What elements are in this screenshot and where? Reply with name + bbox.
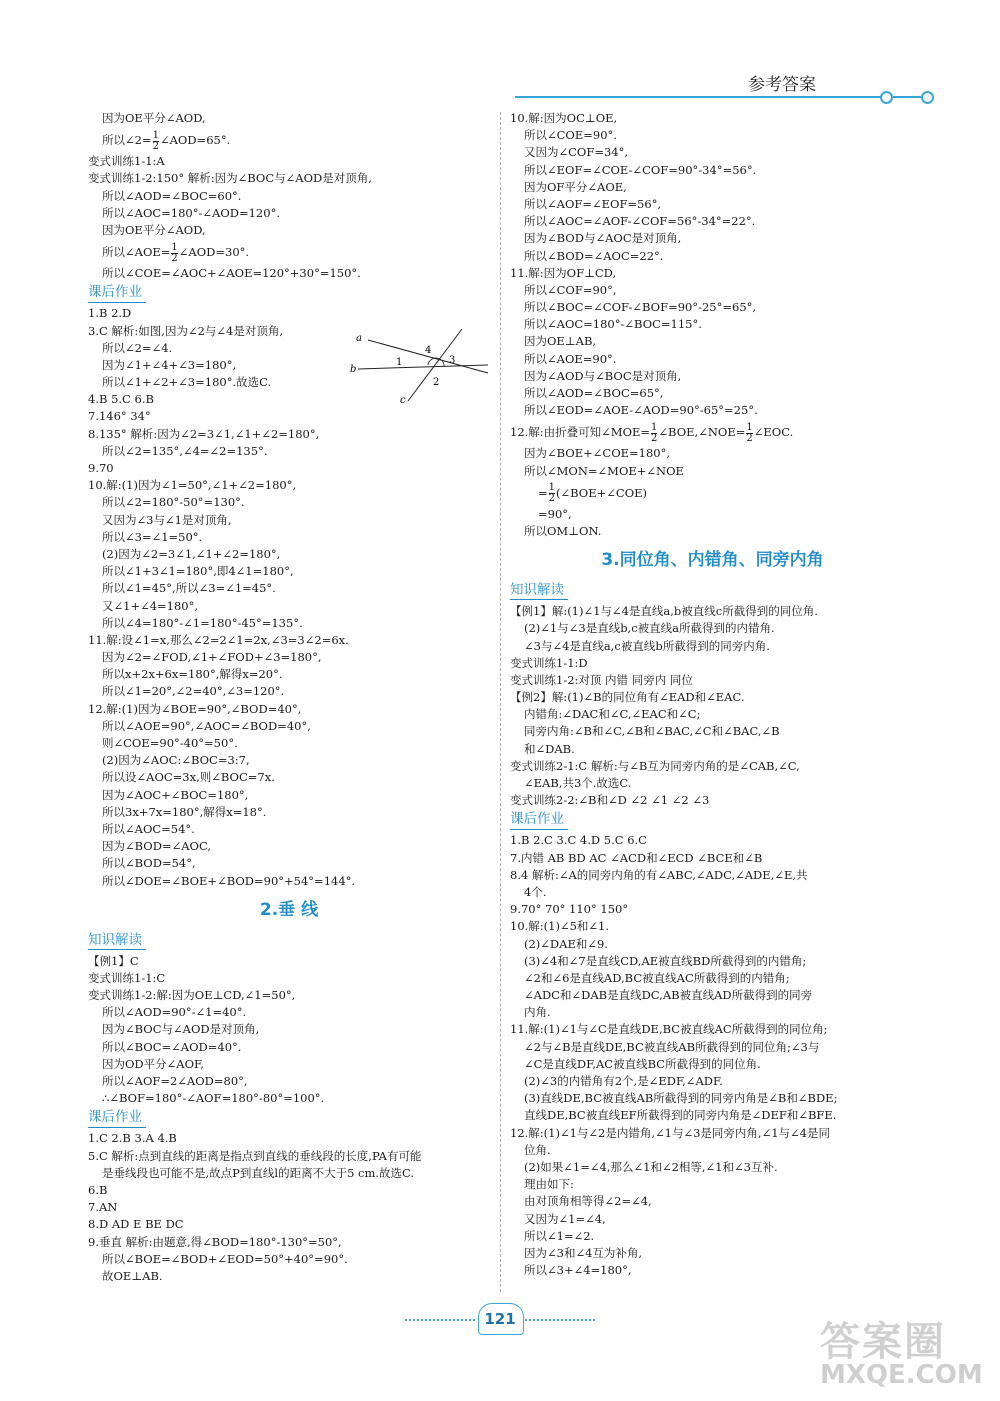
line-text: 所以3x+7x=180°,解得x=18°. <box>102 804 267 819</box>
section-heading-text: 课后作业 <box>510 811 568 829</box>
answer-line <box>88 110 490 127</box>
answer-line <box>510 506 915 523</box>
answer-line <box>510 1193 915 1210</box>
figure-label-c: c <box>400 395 406 405</box>
answer-line <box>510 1090 915 1107</box>
answer-line <box>88 1182 490 1199</box>
fraction-numerator: 1 <box>746 421 753 433</box>
answer-line <box>510 1107 915 1124</box>
answer-line <box>510 230 915 247</box>
right-column <box>510 110 915 1279</box>
line-text: 因为OE平分∠AOD, <box>102 222 206 237</box>
line-text: 所以∠AOD=∠BOC=60°. <box>102 188 242 203</box>
answer-line <box>510 385 915 402</box>
answer-line <box>88 305 490 322</box>
answer-line <box>510 758 915 775</box>
answer-line <box>88 649 490 666</box>
line-text: 所以设∠AOC=3x,则∠BOC=7x. <box>102 770 275 785</box>
column-divider <box>500 112 501 1292</box>
line-text-after: (∠BOE+∠COE) <box>556 485 648 500</box>
fraction <box>746 423 752 444</box>
answer-line <box>88 153 490 170</box>
answer-line <box>88 787 490 804</box>
line-text: 所以∠AOE=90°,∠AOC=∠BOD=40°, <box>102 718 311 733</box>
line-text: 9.70° 70° 110° 150° <box>510 902 629 917</box>
line-text: 【例1】C <box>88 953 139 968</box>
line-text: 所以∠COF=90°, <box>524 282 617 297</box>
line-text: 因为∠BOE+∠COE=180°, <box>524 446 671 461</box>
line-text: 所以∠1=∠2. <box>524 1228 595 1243</box>
line-text: 7.146° 34° <box>88 409 151 424</box>
answer-line <box>88 632 490 649</box>
line-text: 理由如下: <box>524 1177 574 1192</box>
line-text: 变式训练2-1:C 解析:与∠B互为同旁内角的是∠CAB,∠C, <box>510 758 800 773</box>
figure-line-b <box>358 365 488 369</box>
answer-line <box>88 735 490 752</box>
answer-line <box>510 282 915 299</box>
answer-line <box>510 265 915 282</box>
answer-line <box>510 351 915 368</box>
answer-line <box>88 1234 490 1251</box>
line-text: 变式训练1-1:A <box>88 154 165 169</box>
figure-angle-arc <box>428 358 444 367</box>
figure-label-3: 3 <box>449 355 456 366</box>
answer-line <box>88 127 490 153</box>
line-text: 变式训练1-2:150° 解析:因为∠BOC与∠AOD是对顶角, <box>88 171 372 186</box>
fraction-numerator: 1 <box>651 421 658 433</box>
answer-line <box>510 1176 915 1193</box>
fraction-denominator: 2 <box>171 252 178 264</box>
left-column <box>88 110 490 1285</box>
answer-line <box>510 1211 915 1228</box>
answer-line <box>88 718 490 735</box>
answer-line <box>88 873 490 890</box>
answer-line <box>88 222 490 239</box>
line-text: (2)如果∠1=∠4,那么∠1和∠2相等,∠1和∠3互补. <box>524 1159 778 1174</box>
page-number: 121 <box>484 1310 516 1328</box>
line-text: = <box>538 485 548 500</box>
line-text: 8.135° 解析:因为∠2=3∠1,∠1+∠2=180°, <box>88 426 320 441</box>
answer-line <box>88 666 490 683</box>
line-text: 因为∠1+∠4+∠3=180°, <box>102 357 237 372</box>
line-text: 9.垂直 解析:由题意,得∠BOD=180°-130°=50°, <box>88 1234 342 1249</box>
answer-line <box>510 445 915 462</box>
header-title: 参考答案 <box>748 75 816 95</box>
line-text: 3.C 解析:如图,因为∠2与∠4是对顶角, <box>88 323 284 338</box>
line-text: (2)∠3的内错角有2个,是∠EDF,∠ADF. <box>524 1074 723 1088</box>
answer-line <box>88 769 490 786</box>
figure-label-4: 4 <box>425 345 432 356</box>
page-number-dots-right <box>525 1319 595 1321</box>
line-text: 因为∠AOC+∠BOC=180°, <box>102 787 249 802</box>
fraction <box>153 131 159 152</box>
line-text: 所以∠AOC=∠AOF-∠COF=56°-34°=22°. <box>524 214 756 229</box>
answer-line <box>510 213 915 230</box>
figure-label-1: 1 <box>396 357 403 368</box>
answer-line <box>88 953 490 970</box>
line-text: ∴∠BOF=180°-∠AOF=180°-80°=100°. <box>102 1091 325 1106</box>
line-text: 所以∠AOE=90°. <box>524 351 617 366</box>
line-text: 又∠1+∠4=180°, <box>102 598 199 613</box>
section-heading <box>510 582 915 601</box>
line-text: ∠C是直线DF,AC被直线BC所截得到的同位角. <box>524 1056 761 1071</box>
answer-line <box>88 408 490 425</box>
line-text: ∠2与∠B是直线DE,BC被直线AB所截得到的同位角;∠3与 <box>524 1039 820 1054</box>
answer-line <box>88 265 490 282</box>
line-text: 内角. <box>524 1005 551 1020</box>
line-text: 所以∠AOF=∠EOF=56°, <box>524 196 662 211</box>
line-text: 12.解:由折叠可知∠MOE= <box>510 425 651 440</box>
fraction <box>651 423 657 444</box>
line-text: 5.C 解析:点到直线的距离是指点到直线的垂线段的长度,PA有可能 <box>88 1148 422 1163</box>
answer-line <box>510 1039 915 1056</box>
line-text: ∠2和∠6是直线AD,BC被直线AC所截得到的内错角; <box>524 970 790 985</box>
section-heading-text: 知识解读 <box>88 932 146 950</box>
line-text: 因为∠2=∠FOD,∠1+∠FOD+∠3=180°, <box>102 650 322 665</box>
line-text: (2)因为∠2=3∠1,∠1+∠2=180°, <box>102 546 281 561</box>
answer-line <box>88 188 490 205</box>
line-text: 因为OF平分∠AOE, <box>524 179 627 194</box>
line-text: 10.解:(1)∠5和∠1. <box>510 919 610 934</box>
line-text: 又因为∠COF=34°, <box>524 145 629 160</box>
answer-line <box>510 1021 915 1038</box>
answer-line <box>510 792 915 809</box>
line-text: 所以∠AOC=180°-∠BOC=115°. <box>524 317 702 332</box>
line-text-after: ∠BOE,∠NOE= <box>658 425 746 440</box>
answer-line <box>510 316 915 333</box>
line-text: 所以∠4=180°-∠1=180°-45°=135°. <box>102 615 303 630</box>
answer-line <box>88 615 490 632</box>
line-text: 12.解:(1)因为∠BOE=90°,∠BOD=40°, <box>88 701 302 716</box>
line-text: 位角. <box>524 1142 551 1157</box>
answer-line <box>510 620 915 637</box>
line-text: 因为∠BOC与∠AOD是对顶角, <box>102 1022 260 1037</box>
line-text: 所以∠AOF=2∠AOD=80°, <box>102 1074 248 1088</box>
fraction-denominator: 2 <box>548 493 556 505</box>
answer-line <box>510 850 915 867</box>
header-dot-1 <box>880 91 893 104</box>
line-text: 因为∠BOD与∠AOC是对顶角, <box>524 231 682 246</box>
answer-line <box>510 741 915 758</box>
fraction-denominator: 2 <box>651 432 658 444</box>
answer-line <box>510 1262 915 1279</box>
line-text: 1.B 2.D <box>88 306 132 321</box>
line-text: 所以∠AOD=90°-∠1=40°. <box>102 1005 247 1020</box>
answer-line <box>88 580 490 597</box>
line-text: 因为∠AOD与∠BOC是对顶角, <box>524 368 682 383</box>
answer-line <box>88 1216 490 1233</box>
answer-line <box>510 1142 915 1159</box>
line-text: 10.解:(1)因为∠1=50°,∠1+∠2=180°, <box>88 478 297 493</box>
line-text: 4.B 5.C 6.B <box>88 392 154 407</box>
line-text: 12.解:(1)∠1与∠2是内错角,∠1与∠3是同旁内角,∠1与∠4是同 <box>510 1125 830 1140</box>
line-text: 变式训练2-2:∠B和∠D ∠2 ∠1 ∠2 ∠3 <box>510 793 710 808</box>
answer-line <box>88 563 490 580</box>
line-text: 所以∠EOF=∠COE-∠COF=90°-34°=56°. <box>524 162 757 177</box>
line-text: 所以∠2=135°,∠4=∠2=135°. <box>102 443 268 458</box>
line-text: 所以∠AOE= <box>102 245 171 260</box>
answer-line <box>510 655 915 672</box>
answer-line <box>510 936 915 953</box>
line-text: 变式训练1-1:D <box>510 655 588 670</box>
section-heading <box>88 284 490 303</box>
answer-line <box>510 603 915 620</box>
line-text: 因为OE平分∠AOD, <box>102 111 206 125</box>
line-text: 11.解:因为OF⊥CD, <box>510 265 617 280</box>
section-heading-text: 知识解读 <box>510 582 568 600</box>
line-text: ∠ADC和∠DAB是直线DC,AB被直线AD所截得到的同旁 <box>524 988 813 1003</box>
answer-line <box>88 546 490 563</box>
answer-line <box>88 477 490 494</box>
line-text: 11.解:(1)∠1与∠C是直线DE,BC被直线AC所截得到的同位角; <box>510 1022 828 1037</box>
header-rule-tail <box>893 96 921 98</box>
line-text: 4个. <box>524 884 547 899</box>
answer-line <box>510 867 915 884</box>
answer-line <box>88 701 490 718</box>
chapter-title: 3.同位角、内错角、同旁内角 <box>601 550 824 571</box>
answer-line <box>88 838 490 855</box>
line-text: 所以∠BOD=54°, <box>102 856 196 871</box>
angle-figure <box>350 325 490 405</box>
line-text: 变式训练1-2:解:因为OE⊥CD,∠1=50°, <box>88 988 296 1003</box>
line-text: 内错角:∠DAC和∠C,∠EAC和∠C; <box>524 707 701 722</box>
line-text: 所以∠1=20°,∠2=40°,∠3=120°. <box>102 684 285 699</box>
line-text: 因为∠BOD=∠AOC, <box>102 839 211 854</box>
answer-line <box>510 970 915 987</box>
line-text: 11.解:设∠1=x,那么∠2=2∠1=2x,∠3=3∠2=6x. <box>88 632 349 647</box>
fraction-denominator: 2 <box>746 432 753 444</box>
line-text: 因为OD平分∠AOF, <box>102 1056 204 1071</box>
section-heading <box>88 932 490 951</box>
answer-line <box>510 402 915 419</box>
line-text: 9.70 <box>88 461 114 475</box>
line-text: 10.解:因为OC⊥OE, <box>510 111 618 125</box>
answer-line <box>88 1148 490 1165</box>
answer-line <box>88 205 490 222</box>
answer-line <box>510 689 915 706</box>
answer-line <box>510 523 915 540</box>
line-text: 7.内错 AB BD AC ∠ACD和∠ECD ∠BCE和∠B <box>510 850 763 865</box>
line-text: 8.D AD E BE DC <box>88 1217 184 1232</box>
answer-line <box>88 598 490 615</box>
answer-line <box>510 1245 915 1262</box>
line-text: 所以OM⊥ON. <box>524 523 602 538</box>
answer-line <box>510 333 915 350</box>
line-text: 所以∠AOD=∠BOC=65°, <box>524 386 664 400</box>
answer-line <box>510 638 915 655</box>
fraction <box>549 483 555 504</box>
answer-line <box>88 987 490 1004</box>
answer-line <box>510 299 915 316</box>
line-text: 所以∠MON=∠MOE+∠NOE <box>524 463 684 478</box>
line-text: 所以∠1=45°,所以∠3=∠1=45°. <box>102 581 276 596</box>
section-heading-text: 课后作业 <box>88 284 146 302</box>
section-heading <box>88 1109 490 1128</box>
answer-line <box>88 1090 490 1107</box>
line-text: 又因为∠3与∠1是对顶角, <box>102 512 232 527</box>
answer-line <box>88 683 490 700</box>
line-text-after: ∠EOC. <box>753 425 794 440</box>
answer-line <box>510 918 915 935</box>
answer-line <box>88 529 490 546</box>
figure-label-a: a <box>356 333 362 344</box>
answer-line <box>88 443 490 460</box>
answer-line <box>88 1268 490 1285</box>
answer-line <box>88 752 490 769</box>
watermark-url: MXQE.COM <box>820 1360 983 1390</box>
line-text: 1.C 2.B 3.A 4.B <box>88 1131 177 1146</box>
answer-line <box>88 170 490 187</box>
answer-line <box>88 970 490 987</box>
answer-line <box>510 953 915 970</box>
line-text: 所以∠3+∠4=180°, <box>524 1263 632 1278</box>
line-text: (2)∠DAE和∠9. <box>524 936 608 951</box>
answer-line <box>510 179 915 196</box>
fraction <box>171 243 177 264</box>
line-text: 所以x+2x+6x=180°,解得x=20°. <box>102 667 283 682</box>
line-text: 所以∠3=∠1=50°. <box>102 529 203 544</box>
section-heading <box>510 811 915 830</box>
line-text: 因为OE⊥AB, <box>524 334 597 349</box>
line-text: 所以∠BOC=∠AOD=40°. <box>102 1039 242 1054</box>
answer-line <box>88 855 490 872</box>
section-heading-text: 课后作业 <box>88 1109 146 1127</box>
line-text: 所以∠1+3∠1=180°,即4∠1=180°, <box>102 564 294 579</box>
answer-line <box>510 1159 915 1176</box>
answer-line <box>88 1021 490 1038</box>
answer-line <box>510 1004 915 1021</box>
line-text: 变式训练1-2:对顶 内错 同旁内 同位 <box>510 672 693 687</box>
line-text: 因为∠3和∠4互为补角, <box>524 1245 643 1260</box>
figure-label-b: b <box>350 364 357 375</box>
line-text: 【例1】解:(1)∠1与∠4是直线a,b被直线c所截得到的同位角. <box>510 604 818 619</box>
fraction-numerator: 1 <box>171 241 178 253</box>
answer-line <box>88 1199 490 1216</box>
fraction-denominator: 2 <box>152 140 159 152</box>
answer-line <box>510 196 915 213</box>
line-text: 则∠COE=90°-40°=50°. <box>102 736 238 750</box>
answer-line <box>510 901 915 918</box>
line-text: 所以∠DOE=∠BOE+∠BOD=90°+54°=144°. <box>102 873 356 888</box>
line-text: 同旁内角:∠B和∠C,∠B和∠BAC,∠C和∠BAC,∠B <box>524 724 780 739</box>
answer-line <box>510 1125 915 1142</box>
answer-line <box>510 110 915 127</box>
line-text: 所以∠AOC=54°. <box>102 821 195 836</box>
answer-line <box>510 706 915 723</box>
answer-line <box>510 127 915 144</box>
answer-line <box>510 480 915 506</box>
line-text: 直线DE,BC被直线EF所截得到的同旁内角是∠DEF和∠BFE. <box>524 1108 837 1123</box>
line-text: ∠3与∠4是直线a,c被直线b所截得到的同旁内角. <box>524 638 770 653</box>
answer-line <box>88 494 490 511</box>
line-text: 所以∠AOC=180°-∠AOD=120°. <box>102 205 280 220</box>
line-text: 和∠DAB. <box>524 741 575 756</box>
answer-line <box>88 460 490 477</box>
answer-line <box>510 1228 915 1245</box>
line-text: 又因为∠1=∠4, <box>524 1211 606 1226</box>
answer-line <box>88 512 490 529</box>
line-text: 所以∠COE=∠AOC+∠AOE=120°+30°=150°. <box>102 266 361 281</box>
fraction-numerator: 1 <box>548 482 556 494</box>
answer-line <box>510 832 915 849</box>
line-text: =90°, <box>538 506 572 521</box>
line-text: 是垂线段也可能不是,故点P到直线l的距离不大于5 cm.故选C. <box>102 1165 415 1180</box>
answer-line <box>88 804 490 821</box>
answer-line <box>510 1073 915 1090</box>
figure-label-2: 2 <box>433 377 440 388</box>
line-text: 8.4 解析:∠A的同旁内角的有∠ABC,∠ADC,∠ADE,∠E,共 <box>510 867 808 882</box>
line-text: 由对顶角相等得∠2=∠4, <box>524 1194 652 1209</box>
header-rule <box>515 96 885 98</box>
line-text-after: ∠AOD=65°. <box>159 133 231 148</box>
answer-line <box>88 239 490 265</box>
answer-line <box>510 884 915 901</box>
line-text: (2)因为∠AOC:∠BOC=3:7, <box>102 753 250 768</box>
answer-line <box>510 419 915 445</box>
line-text: 所以∠2= <box>102 133 152 148</box>
line-text: 故OE⊥AB. <box>102 1268 163 1283</box>
line-text: 变式训练1-1:C <box>88 970 166 985</box>
line-text: 6.B <box>88 1182 108 1197</box>
answer-line <box>88 1073 490 1090</box>
answer-line <box>510 672 915 689</box>
answer-line <box>88 1130 490 1147</box>
line-text: 所以∠2=∠4. <box>102 340 173 355</box>
line-text: (2)∠1与∠3是直线b,c被直线a所截得到的内错角. <box>524 621 775 636</box>
line-text: 7.AN <box>88 1200 118 1215</box>
answer-line <box>510 248 915 265</box>
answer-line <box>510 144 915 161</box>
header-dot-2 <box>921 91 934 104</box>
answer-line <box>510 987 915 1004</box>
answer-line <box>510 723 915 740</box>
answer-line <box>88 1004 490 1021</box>
watermark-logo: 答案圈 <box>820 1319 946 1365</box>
line-text: ∠EAB,共3个.故选C. <box>524 776 632 790</box>
answer-line <box>88 1056 490 1073</box>
line-text: 所以∠BOD=∠AOC=22°. <box>524 248 664 263</box>
answer-line <box>88 426 490 443</box>
line-text: (3)∠4和∠7是直线CD,AE被直线BD所截得到的内错角; <box>524 953 807 968</box>
answer-line <box>88 1165 490 1182</box>
line-text: 所以∠EOD=∠AOE-∠AOD=90°-65°=25°. <box>524 403 758 418</box>
answer-line <box>510 1056 915 1073</box>
answer-line <box>88 821 490 838</box>
line-text: (3)直线DE,BC被直线AB所截得到的同旁内角是∠B和∠BDE; <box>524 1091 838 1106</box>
line-text: 所以∠BOC=∠COF-∠BOF=90°-25°=65°, <box>524 300 757 315</box>
page-number-dots-left <box>405 1319 475 1321</box>
line-text: 所以∠COE=90°. <box>524 128 617 143</box>
answer-line <box>88 1039 490 1056</box>
line-text-after: ∠AOD=30°. <box>178 245 250 260</box>
answer-line <box>510 775 915 792</box>
line-text: 所以∠BOE=∠BOD+∠EOD=50°+40°=90°. <box>102 1251 348 1266</box>
answer-line <box>510 162 915 179</box>
line-text: 1.B 2.C 3.C 4.D 5.C 6.C <box>510 833 647 848</box>
answer-line <box>510 368 915 385</box>
fraction-numerator: 1 <box>152 129 159 141</box>
line-text: 所以∠2=180°-50°=130°. <box>102 495 245 510</box>
answer-line <box>510 463 915 480</box>
chapter-title: 2.垂 线 <box>259 899 319 920</box>
answer-line <box>88 1251 490 1268</box>
line-text: 【例2】解:(1)∠B的同位角有∠EAD和∠EAC. <box>510 690 745 705</box>
line-text: 所以∠1+∠2+∠3=180°.故选C. <box>102 375 272 390</box>
